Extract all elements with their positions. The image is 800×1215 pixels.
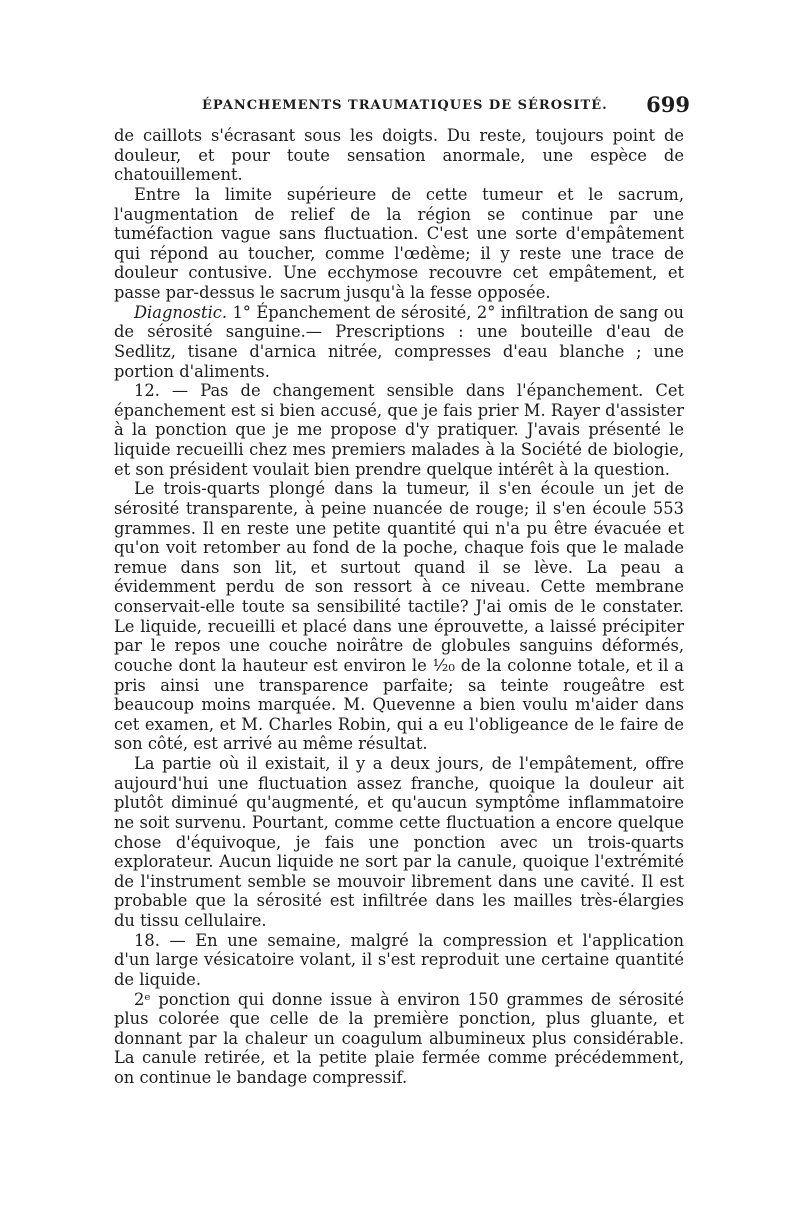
body-text <box>114 126 684 1088</box>
paragraph-fluctuation: La partie où il existait, il y a deux jours, de l'empâtement, offre aujourd'hui une fluctuation assez franche, quoique la douleur ait plutôt diminué qu'augmenté, et qu'aucun symptôme inflammatoire ne soit survenu. Pourtant, comme cette fluctuation a encore quelque chose d'équivoque, je fais une ponction avec un trois-quarts explorateur. Aucun liquide ne sort par la canule, quoique l'extrémité de l'instrument semble se mouvoir librement dans une cavité. Il est probable que la sérosité est infiltrée dans les mailles très-élargies du tissu cellulaire. <box>114 754 684 930</box>
paragraph-puncture-2: 2ᵉ ponction qui donne issue à environ 150 grammes de sérosité plus colorée que celle de la première ponction, plus gluante, et donnant par la chaleur un coagulum albumineux plus considérable. La canule retirée, et la petite plaie fermée comme précédemment, on continue le bandage compressif. <box>114 989 684 1087</box>
paragraph-2: Entre la limite supérieure de cette tumeur et le sacrum, l'augmentation de relief de la région se continue par une tuméfaction vague sans fluctuation. C'est une sorte d'empâtement qui répond au toucher, comme l'œdème; il y reste une trace de douleur contusive. Une ecchymose recouvre cet empâtement, et passe par-dessus le sacrum jusqu'à la fesse opposée. <box>114 184 684 302</box>
paragraph-day-12: 12. — Pas de changement sensible dans l'épanchement. Cet épanchement est si bien accusé, que je fais prier M. Rayer d'assister à la ponction que je me propose d'y pratiquer. J'avais présenté le liquide recueilli chez mes premiers malades à la Société de biologie, et son président voulait bien prendre quelque intérêt à la question. <box>114 381 684 479</box>
diagnostic-heading: Diagnostic. <box>134 302 228 322</box>
paragraph-1: de caillots s'écrasant sous les doigts. Du reste, toujours point de douleur, et pour toute sensation anormale, une espèce de chatouillement. <box>114 126 684 185</box>
diagnostic-text: 1° Épanchement de sérosité, 2° infiltration de sang ou de sérosité sanguine.— Prescriptions : une bouteille d'eau de Sedlitz, tisane d'arnica nitrée, compresses d'eau blanche ; une portion d'aliments. <box>114 302 684 381</box>
paragraph-diagnostic <box>114 303 684 382</box>
paragraph-day-18: 18. — En une semaine, malgré la compression et l'application d'un large vésicatoire volant, il s'est reproduit une certaine quantité de liquide. <box>114 930 684 989</box>
running-head <box>114 92 690 132</box>
book-page <box>114 92 690 1088</box>
page-number: 699 <box>646 92 690 117</box>
paragraph-puncture-1: Le trois-quarts plongé dans la tumeur, il s'en écoule un jet de sérosité transparente, à peine nuancée de rouge; il s'en écoule 553 grammes. Il en reste une petite quantité qui n'a pu être évacuée et qu'on voit retomber au fond de la poche, chaque fois que le malade remue dans son lit, et surtout quand il se lève. La peau a évidemment perdu de son ressort à ce niveau. Cette membrane conservait-elle toute sa sensibilité tactile? J'ai omis de le constater. Le liquide, recueilli et placé dans une éprouvette, a laissé précipiter par le repos une couche noirâtre de globules sanguins déformés, couche dont la hauteur est environ le ¹⁄₂₀ de la colonne totale, et il a pris ainsi une transparence parfaite; sa teinte rougeâtre est beaucoup moins marquée. M. Quevenne a bien voulu m'aider dans cet examen, et M. Charles Robin, qui a eu l'obligeance de le faire de son côté, est arrivé au même résultat. <box>114 479 684 754</box>
running-title: ÉPANCHEMENTS TRAUMATIQUES DE SÉROSITÉ. <box>202 98 608 113</box>
